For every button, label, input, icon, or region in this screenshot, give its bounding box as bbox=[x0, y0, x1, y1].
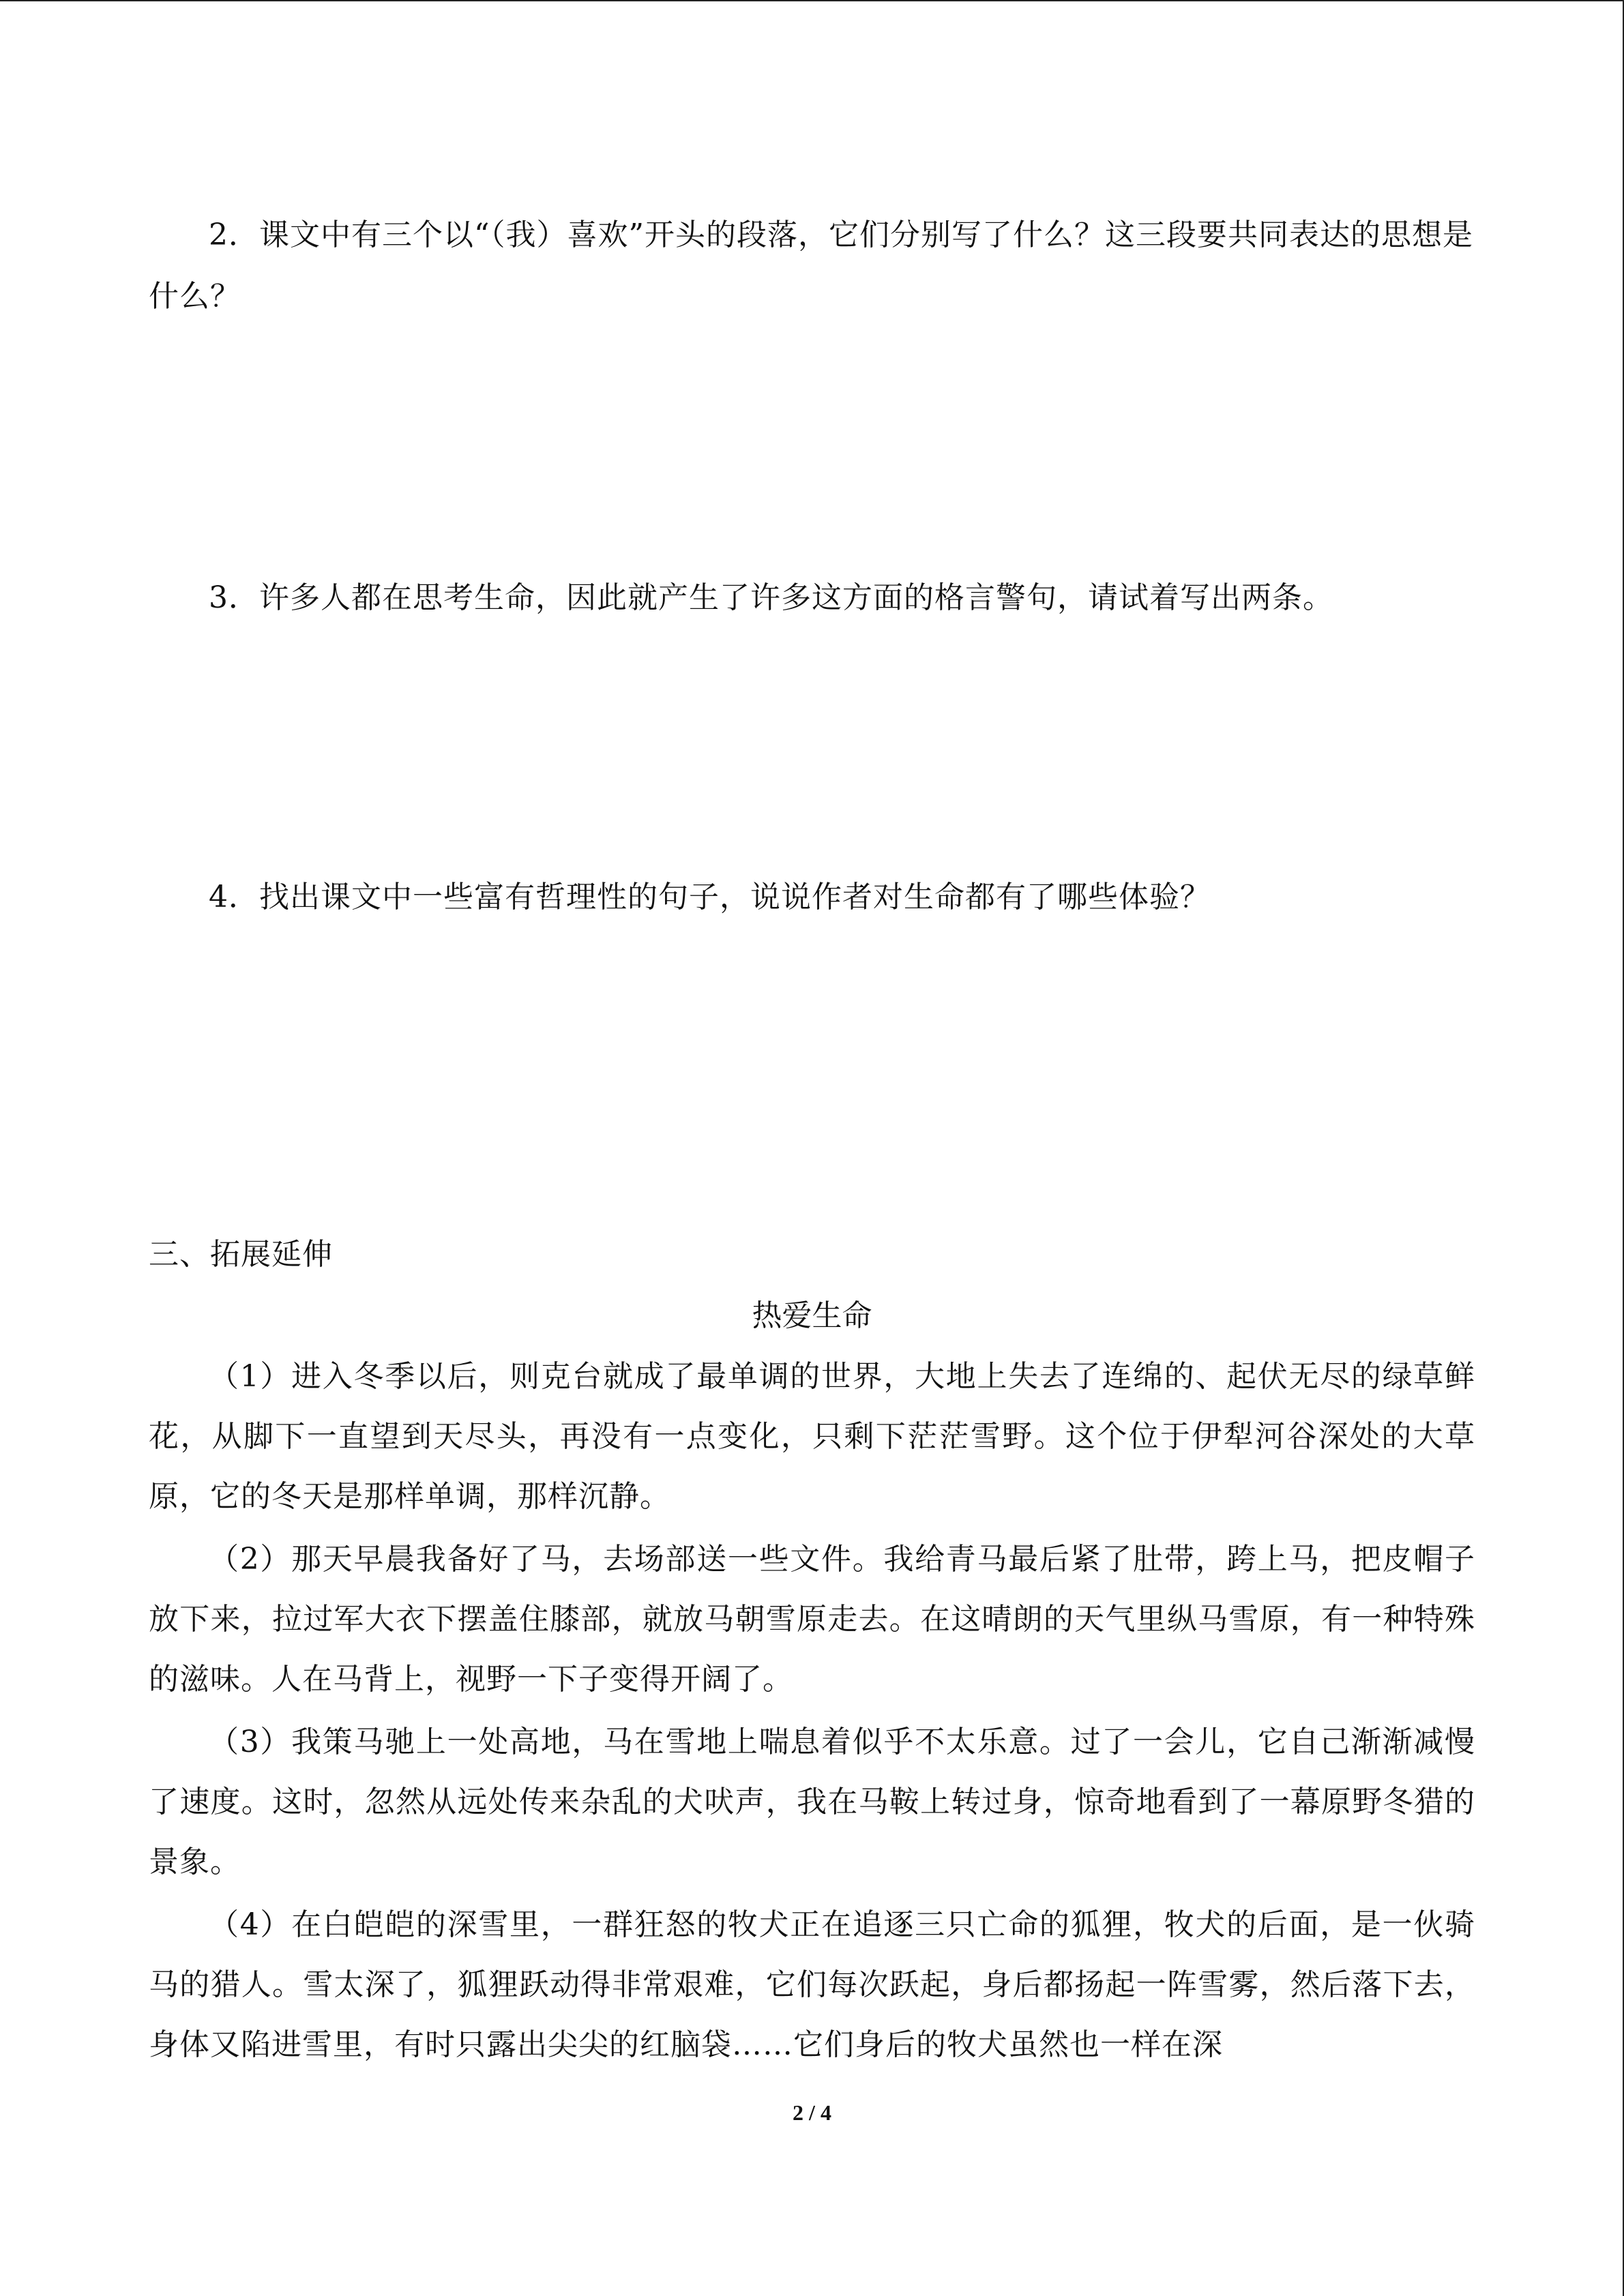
question-4: 4．找出课文中一些富有哲理性的句子，说说作者对生命都有了哪些体验？ bbox=[209, 880, 1211, 914]
article-title: 热爱生命 bbox=[752, 1298, 872, 1333]
passage-paragraph-3: （3）我策马驰上一处高地，马在雪地上喘息着似乎不太乐意。过了一会儿，它自己渐渐减慢了速度。这时，忽然从远处传来杂乱的犬吠声，我在马鞍上转过身，惊奇地看到了一幕原野冬猎的景象。 bbox=[149, 1725, 1475, 1879]
reading-passage bbox=[149, 1347, 1475, 2078]
question-3: 3．许多人都在思考生命，因此就产生了许多这方面的格言警句，请试着写出两条。 bbox=[209, 580, 1333, 615]
passage-paragraph-1: （1）进入冬季以后，则克台就成了最单调的世界，大地上失去了连绵的、起伏无尽的绿草鲜花，从脚下一直望到天尽头，再没有一点变化，只剩下茫茫雪野。这个位于伊犁河谷深处的大草原，它的冬天是那样单调，那样沉静。 bbox=[149, 1359, 1475, 1514]
page-top-border bbox=[0, 0, 1624, 1]
passage-paragraph-4: （4）在白皑皑的深雪里，一群狂怒的牧犬正在追逐三只亡命的狐狸，牧犬的后面，是一伙骑马的猎人。雪太深了，狐狸跃动得非常艰难，它们每次跃起，身后都扬起一阵雪雾，然后落下去，身体又陷进雪里，有时只露出尖尖的红脑袋……它们身后的牧犬虽然也一样在深 bbox=[149, 1907, 1475, 2062]
section-heading: 三、拓展延伸 bbox=[149, 1237, 333, 1272]
passage-paragraph-2: （2）那天早晨我备好了马，去场部送一些文件。我给青马最后紧了肚带，跨上马，把皮帽子放下来，拉过军大衣下摆盖住膝部，就放马朝雪原走去。在这晴朗的天气里纵马雪原，有一种特殊的滋味。人在马背上，视野一下子变得开阔了。 bbox=[149, 1542, 1475, 1697]
page-number: 2 / 4 bbox=[793, 2100, 831, 2125]
question-2: 2．课文中有三个以“（我）喜欢”开头的段落，它们分别写了什么？这三段要共同表达的思想是什么？ bbox=[149, 218, 1473, 314]
